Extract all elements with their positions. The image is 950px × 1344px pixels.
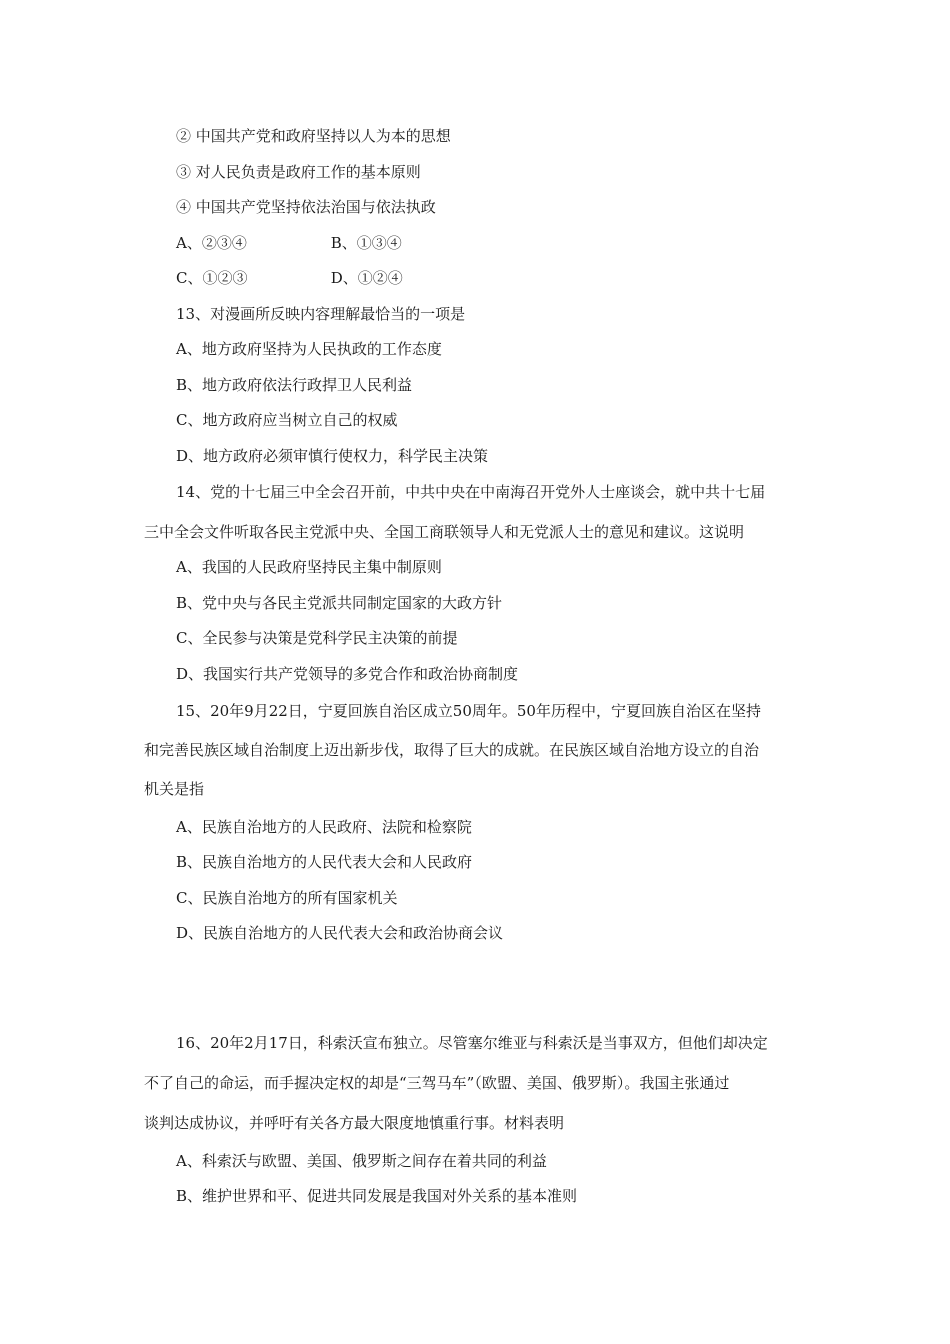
statement-2: ② 中国共产党和政府坚持以人为本的思想	[176, 127, 451, 145]
q14-stem-line2: 三中全会文件听取各民主党派中央、全国工商联领导人和无党派人士的意见和建议。这说明	[144, 523, 745, 541]
q13-option-a: A、地方政府坚持为人民执政的工作态度	[176, 340, 442, 358]
q15-option-a: A、民族自治地方的人民政府、法院和检察院	[176, 818, 472, 836]
q15-stem-line3: 机关是指	[144, 780, 205, 798]
q16-stem-line3: 谈判达成协议，并呼吁有关各方最大限度地慎重行事。材料表明	[144, 1114, 565, 1132]
q15-stem-line1: 15、20年9月22日，宁夏回族自治区成立50周年。50年历程中，宁夏回族自治区在坚持	[176, 702, 761, 720]
q16-option-b: B、维护世界和平、促进共同发展是我国对外关系的基本准则	[176, 1187, 578, 1205]
option-row-cd	[176, 268, 403, 288]
option-d: D、①②④	[330, 269, 403, 287]
q16-stem-line1: 16、20年2月17日，科索沃宣布独立。尽管塞尔维亚与科索沃是当事双方，但他们却决定	[176, 1034, 768, 1052]
statement-3: ③ 对人民负责是政府工作的基本原则	[176, 163, 421, 181]
q16-stem-line2: 不了自己的命运，而手握决定权的却是“三驾马车”（欧盟、美国、俄罗斯）。我国主张通过	[144, 1074, 730, 1092]
q13-stem: 13、对漫画所反映内容理解最恰当的一项是	[176, 305, 466, 323]
statement-4: ④ 中国共产党坚持依法治国与依法执政	[176, 198, 436, 216]
option-c: C、①②③	[176, 269, 248, 287]
q15-option-d: D、民族自治地方的人民代表大会和政治协商会议	[176, 924, 504, 942]
option-row-ab	[176, 233, 402, 253]
q15-stem-line2: 和完善民族区域自治制度上迈出新步伐，取得了巨大的成就。在民族区域自治地方设立的自治	[144, 741, 760, 759]
q13-option-b: B、地方政府依法行政捍卫人民利益	[176, 376, 413, 394]
option-a: A、②③④	[176, 234, 247, 252]
q15-option-c: C、民族自治地方的所有国家机关	[176, 889, 398, 907]
q14-option-d: D、我国实行共产党领导的多党合作和政治协商制度	[176, 665, 519, 683]
q15-option-b: B、民族自治地方的人民代表大会和人民政府	[176, 853, 473, 871]
option-b: B、①③④	[330, 234, 402, 252]
q14-option-a: A、我国的人民政府坚持民主集中制原则	[176, 558, 442, 576]
q16-option-a: A、科索沃与欧盟、美国、俄罗斯之间存在着共同的利益	[176, 1152, 547, 1170]
q14-option-b: B、党中央与各民主党派共同制定国家的大政方针	[176, 594, 503, 612]
q14-option-c: C、全民参与决策是党科学民主决策的前提	[176, 629, 458, 647]
q13-option-c: C、地方政府应当树立自己的权威	[176, 411, 398, 429]
q13-option-d: D、地方政府必须审慎行使权力，科学民主决策	[176, 447, 489, 465]
q14-stem-line1: 14、党的十七届三中全会召开前，中共中央在中南海召开党外人士座谈会，就中共十七届	[176, 483, 766, 501]
